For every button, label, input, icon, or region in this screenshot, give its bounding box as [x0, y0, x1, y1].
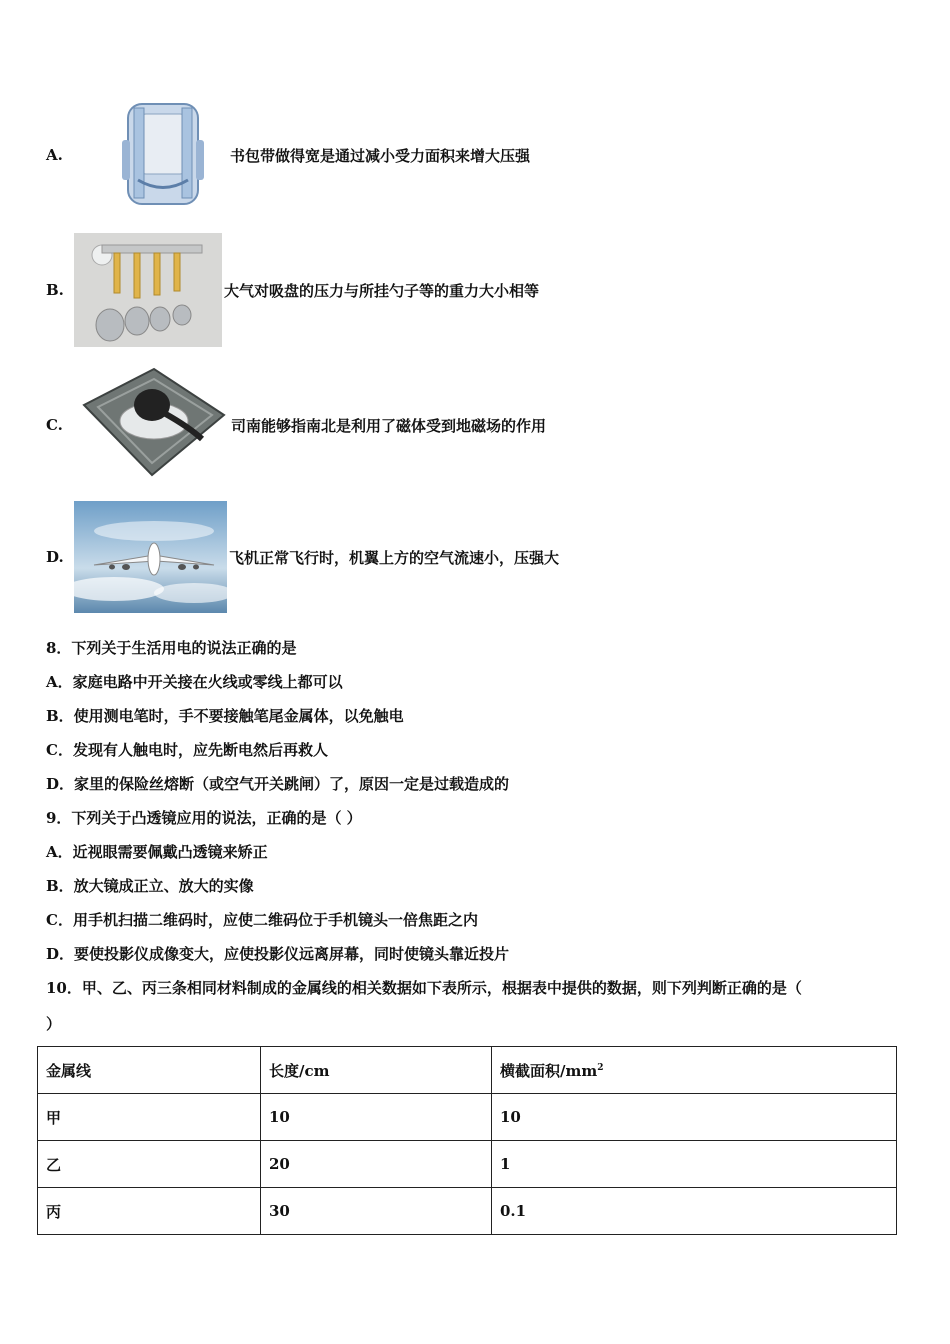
q8-option-b[interactable]: B．使用测电笔时，手不要接触笔尾金属体，以免触电 [46, 707, 404, 725]
table-cell: 乙 [38, 1141, 261, 1188]
q9-option-b[interactable]: B．放大镜成正立、放大的实像 [46, 877, 254, 895]
option-text: 书包带做得宽是通过减小受力面积来增大压强 [230, 146, 531, 165]
option-c[interactable] [46, 365, 546, 485]
table-row [38, 1094, 897, 1141]
suction-hook-ladles-icon [74, 233, 222, 347]
option-a[interactable] [46, 100, 530, 210]
table-row [38, 1141, 897, 1188]
q8-option-a[interactable]: A．家庭电路中开关接在火线或零线上都可以 [46, 673, 343, 691]
q10-stem-line2: ） [46, 1015, 62, 1033]
sinan-compass-icon [74, 365, 229, 485]
table-header-cell: 金属线 [38, 1047, 261, 1094]
option-letter: B. [46, 281, 64, 299]
q9-option-d[interactable]: D．要使投影仪成像变大，应使投影仪远离屏幕，同时使镜头靠近投片 [46, 945, 510, 963]
table-cell: 20 [261, 1141, 492, 1188]
q8-option-d[interactable]: D．家里的保险丝熔断（或空气开关跳闸）了，原因一定是过载造成的 [46, 775, 510, 793]
option-text: 飞机正常飞行时，机翼上方的空气流速小，压强大 [229, 548, 560, 567]
q10-stem-line1: 10．甲、乙、丙三条相同材料制成的金属线的相关数据如下表所示，根据表中提供的数据，则下列判断正确的是（ [46, 979, 802, 997]
option-b[interactable] [46, 233, 539, 347]
table-header-cell [492, 1047, 897, 1094]
table-header-cell: 长度/cm [261, 1047, 492, 1094]
table-cell: 甲 [38, 1094, 261, 1141]
table-cell: 30 [261, 1188, 492, 1235]
table-row [38, 1188, 897, 1235]
airplane-icon [74, 501, 227, 613]
metal-wire-table [37, 1046, 897, 1235]
q9-option-c[interactable]: C．用手机扫描二维码时，应使二维码位于手机镜头一倍焦距之内 [46, 911, 478, 929]
table-cell: 10 [492, 1094, 897, 1141]
table-cell: 1 [492, 1141, 897, 1188]
option-text: 大气对吸盘的压力与所挂勺子等的重力大小相等 [224, 281, 540, 300]
option-d[interactable] [46, 501, 559, 613]
header-area-label: 横截面积/mm [500, 1061, 598, 1080]
table-cell: 0.1 [492, 1188, 897, 1235]
option-letter: A. [46, 146, 63, 164]
q9-stem: 9．下列关于凸透镜应用的说法，正确的是（ ） [46, 809, 362, 827]
table-cell: 10 [261, 1094, 492, 1141]
table-cell: 丙 [38, 1188, 261, 1235]
superscript: 2 [597, 1062, 604, 1073]
option-letter: C. [46, 416, 63, 434]
option-letter: D. [46, 548, 64, 566]
backpack-icon [98, 100, 228, 210]
q8-option-c[interactable]: C．发现有人触电时，应先断电然后再救人 [46, 741, 328, 759]
q9-option-a[interactable]: A．近视眼需要佩戴凸透镜来矫正 [46, 843, 268, 861]
table-header-row [38, 1047, 897, 1094]
option-text: 司南能够指南北是利用了磁体受到地磁场的作用 [231, 416, 547, 435]
q8-stem: 8．下列关于生活用电的说法正确的是 [46, 639, 297, 657]
